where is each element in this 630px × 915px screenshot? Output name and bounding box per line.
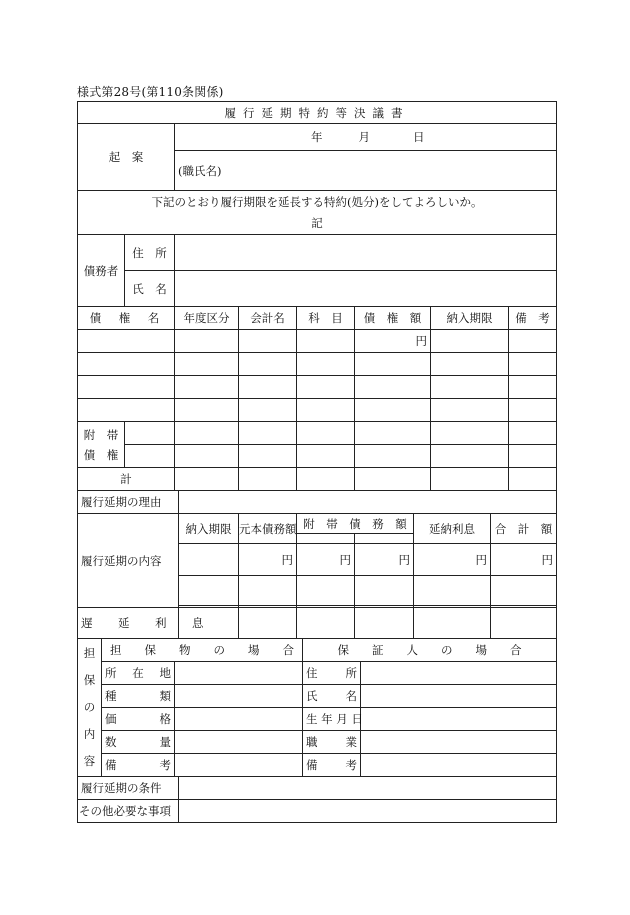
yen-unit: 円	[475, 552, 487, 567]
attached-sub-header-left	[297, 534, 355, 544]
delay-interest-total-cell[interactable]	[491, 608, 557, 639]
total-deadline-cell[interactable]	[431, 468, 509, 491]
amount-cell[interactable]	[355, 376, 431, 399]
amount-header: 債 権 額	[355, 307, 431, 330]
subject-cell[interactable]	[297, 330, 355, 353]
draft-label: 起 案	[78, 124, 175, 191]
account-cell[interactable]	[239, 330, 297, 353]
attached-claims-line2: 債 権	[83, 447, 119, 462]
security-char: の	[83, 700, 96, 714]
account-header: 会計名	[239, 307, 297, 330]
subject-cell[interactable]	[297, 399, 355, 422]
total-amount-cell[interactable]	[355, 468, 431, 491]
account-cell[interactable]	[239, 445, 297, 468]
security-char: 内	[83, 727, 96, 741]
content-attached-cell-left[interactable]	[297, 576, 355, 606]
yen-unit: 円	[398, 552, 410, 567]
remarks-cell[interactable]	[509, 422, 557, 445]
form-number: 様式第28号(第110条関係)	[77, 85, 224, 99]
month-label: 月	[358, 130, 370, 144]
year-label: 年	[311, 130, 323, 144]
payment-deadline-cell[interactable]	[431, 353, 509, 376]
guarantor-birthdate-field[interactable]	[361, 708, 557, 731]
delay-interest-attached-left[interactable]	[297, 608, 355, 639]
content-attached-cell-left[interactable]	[297, 544, 355, 576]
collateral-type-label: 種 類	[102, 685, 175, 708]
account-cell[interactable]	[239, 422, 297, 445]
claim-name-cell[interactable]	[78, 376, 175, 399]
total-subject-cell[interactable]	[297, 468, 355, 491]
delay-interest-principal-cell[interactable]	[239, 608, 297, 639]
subject-cell[interactable]	[297, 445, 355, 468]
content-late-interest-cell[interactable]	[414, 544, 491, 576]
collateral-quantity-field[interactable]	[175, 731, 303, 754]
content-principal-cell[interactable]	[239, 576, 297, 606]
remarks-cell[interactable]	[509, 445, 557, 468]
guarantor-occupation-field[interactable]	[361, 731, 557, 754]
other-matters-field[interactable]	[179, 800, 557, 823]
form-title: 履行延期特約等決議書	[78, 102, 557, 124]
conditions-label: 履行延期の条件	[78, 777, 179, 800]
security-char: 保	[83, 673, 96, 687]
content-late-interest-header: 延納利息	[414, 514, 491, 544]
guarantor-remarks-field[interactable]	[361, 754, 557, 777]
content-attached-header: 附 帯 債 務 額	[297, 514, 414, 534]
attached-sub-header-right	[355, 534, 414, 544]
total-account-cell[interactable]	[239, 468, 297, 491]
guarantor-name-label: 氏 名	[303, 685, 361, 708]
amount-cell[interactable]	[355, 445, 431, 468]
collateral-remarks-field[interactable]	[175, 754, 303, 777]
content-total-cell[interactable]	[491, 544, 557, 576]
fiscal-year-cell[interactable]	[175, 422, 239, 445]
fiscal-year-cell[interactable]	[175, 330, 239, 353]
collateral-quantity-label: 数 量	[102, 731, 175, 754]
draft-date-field[interactable]	[175, 124, 557, 151]
other-matters-label: その他必要な事項	[78, 800, 179, 823]
amount-cell[interactable]	[355, 422, 431, 445]
fiscal-year-cell[interactable]	[175, 376, 239, 399]
claim-name-header: 債 権 名	[78, 307, 175, 330]
payment-deadline-cell[interactable]	[431, 399, 509, 422]
payment-deadline-cell[interactable]	[431, 376, 509, 399]
account-cell[interactable]	[239, 353, 297, 376]
content-deadline-cell[interactable]	[179, 576, 239, 606]
security-char: 容	[83, 754, 96, 768]
guarantor-address-field[interactable]	[361, 662, 557, 685]
content-principal-cell[interactable]	[239, 544, 297, 576]
amount-cell[interactable]	[355, 330, 431, 353]
payment-deadline-cell[interactable]	[431, 330, 509, 353]
fiscal-year-cell[interactable]	[175, 353, 239, 376]
ki-label: 記	[311, 215, 323, 230]
collateral-type-field[interactable]	[175, 685, 303, 708]
payment-deadline-cell[interactable]	[431, 445, 509, 468]
payment-deadline-cell[interactable]	[431, 422, 509, 445]
official-title-field[interactable]	[175, 151, 557, 191]
remarks-cell[interactable]	[509, 376, 557, 399]
reason-field[interactable]	[179, 491, 557, 514]
collateral-remarks-label: 備 考	[102, 754, 175, 777]
official-title-label: (職氏名)	[178, 163, 222, 178]
statement-cell	[78, 191, 557, 235]
claim-name-cell[interactable]	[78, 399, 175, 422]
content-attached-cell-right[interactable]	[355, 576, 414, 606]
attached-claim-name-cell[interactable]	[125, 445, 175, 468]
content-attached-cell-right[interactable]	[355, 544, 414, 576]
guarantor-address-label: 住 所	[303, 662, 361, 685]
claim-name-cell[interactable]	[78, 330, 175, 353]
fiscal-year-header: 年度区分	[175, 307, 239, 330]
guarantor-remarks-label: 備 考	[303, 754, 361, 777]
subject-cell[interactable]	[297, 422, 355, 445]
attached-claims-label	[78, 422, 125, 468]
yen-unit: 円	[415, 334, 427, 348]
account-cell[interactable]	[239, 399, 297, 422]
guarantor-birthdate-label: 生 年 月 日	[303, 708, 361, 731]
remarks-cell[interactable]	[509, 399, 557, 422]
content-deadline-header: 納入期限	[179, 514, 239, 544]
account-cell[interactable]	[239, 376, 297, 399]
content-total-header: 合 計 額	[491, 514, 557, 544]
remarks-header: 備 考	[509, 307, 557, 330]
debtor-address-field[interactable]	[175, 235, 557, 271]
resolution-form	[77, 101, 557, 823]
attached-claim-name-cell[interactable]	[125, 422, 175, 445]
statement-text: 下記のとおり履行期限を延長する特約(処分)をしてよろしいか。	[151, 194, 483, 209]
guarantor-header: 保 証 人 の 場 合	[303, 639, 557, 662]
collateral-price-field[interactable]	[175, 708, 303, 731]
subject-header: 科 目	[297, 307, 355, 330]
debtor-label: 債務者	[78, 235, 125, 307]
delay-interest-label: 遅 延 利 息	[78, 608, 179, 639]
attached-claims-line1: 附 帯	[83, 427, 119, 442]
security-side-label	[78, 639, 102, 777]
security-char: 担	[83, 646, 96, 660]
yen-unit: 円	[281, 552, 293, 567]
total-fiscal-year-cell[interactable]	[175, 468, 239, 491]
day-label: 日	[413, 130, 425, 144]
fiscal-year-cell[interactable]	[175, 399, 239, 422]
content-label: 履行延期の内容	[78, 514, 179, 608]
yen-unit: 円	[339, 552, 351, 567]
debtor-name-field[interactable]	[175, 271, 557, 307]
total-remarks-cell[interactable]	[509, 468, 557, 491]
total-label: 計	[78, 468, 175, 491]
claim-name-cell[interactable]	[78, 353, 175, 376]
content-principal-header: 元本債務額	[239, 514, 297, 544]
content-total-cell[interactable]	[491, 576, 557, 606]
delay-interest-attached-right[interactable]	[355, 608, 414, 639]
payment-deadline-header: 納入期限	[431, 307, 509, 330]
debtor-address-label: 住 所	[125, 235, 175, 271]
remarks-cell[interactable]	[509, 330, 557, 353]
delay-interest-late-cell[interactable]	[414, 608, 491, 639]
remarks-cell[interactable]	[509, 353, 557, 376]
yen-unit: 円	[541, 552, 554, 567]
content-deadline-cell[interactable]	[179, 544, 239, 576]
guarantor-occupation-label: 職 業	[303, 731, 361, 754]
subject-cell[interactable]	[297, 353, 355, 376]
debtor-name-label: 氏 名	[125, 271, 175, 307]
collateral-price-label: 価 格	[102, 708, 175, 731]
collateral-header: 担 保 物 の 場 合	[102, 639, 303, 662]
subject-cell[interactable]	[297, 376, 355, 399]
reason-label: 履行延期の理由	[78, 491, 179, 514]
amount-cell[interactable]	[355, 353, 431, 376]
collateral-location-field[interactable]	[175, 662, 303, 685]
collateral-location-label: 所 在 地	[102, 662, 175, 685]
conditions-field[interactable]	[179, 777, 557, 800]
guarantor-name-field[interactable]	[361, 685, 557, 708]
amount-cell[interactable]	[355, 399, 431, 422]
fiscal-year-cell[interactable]	[175, 445, 239, 468]
content-late-interest-cell[interactable]	[414, 576, 491, 606]
